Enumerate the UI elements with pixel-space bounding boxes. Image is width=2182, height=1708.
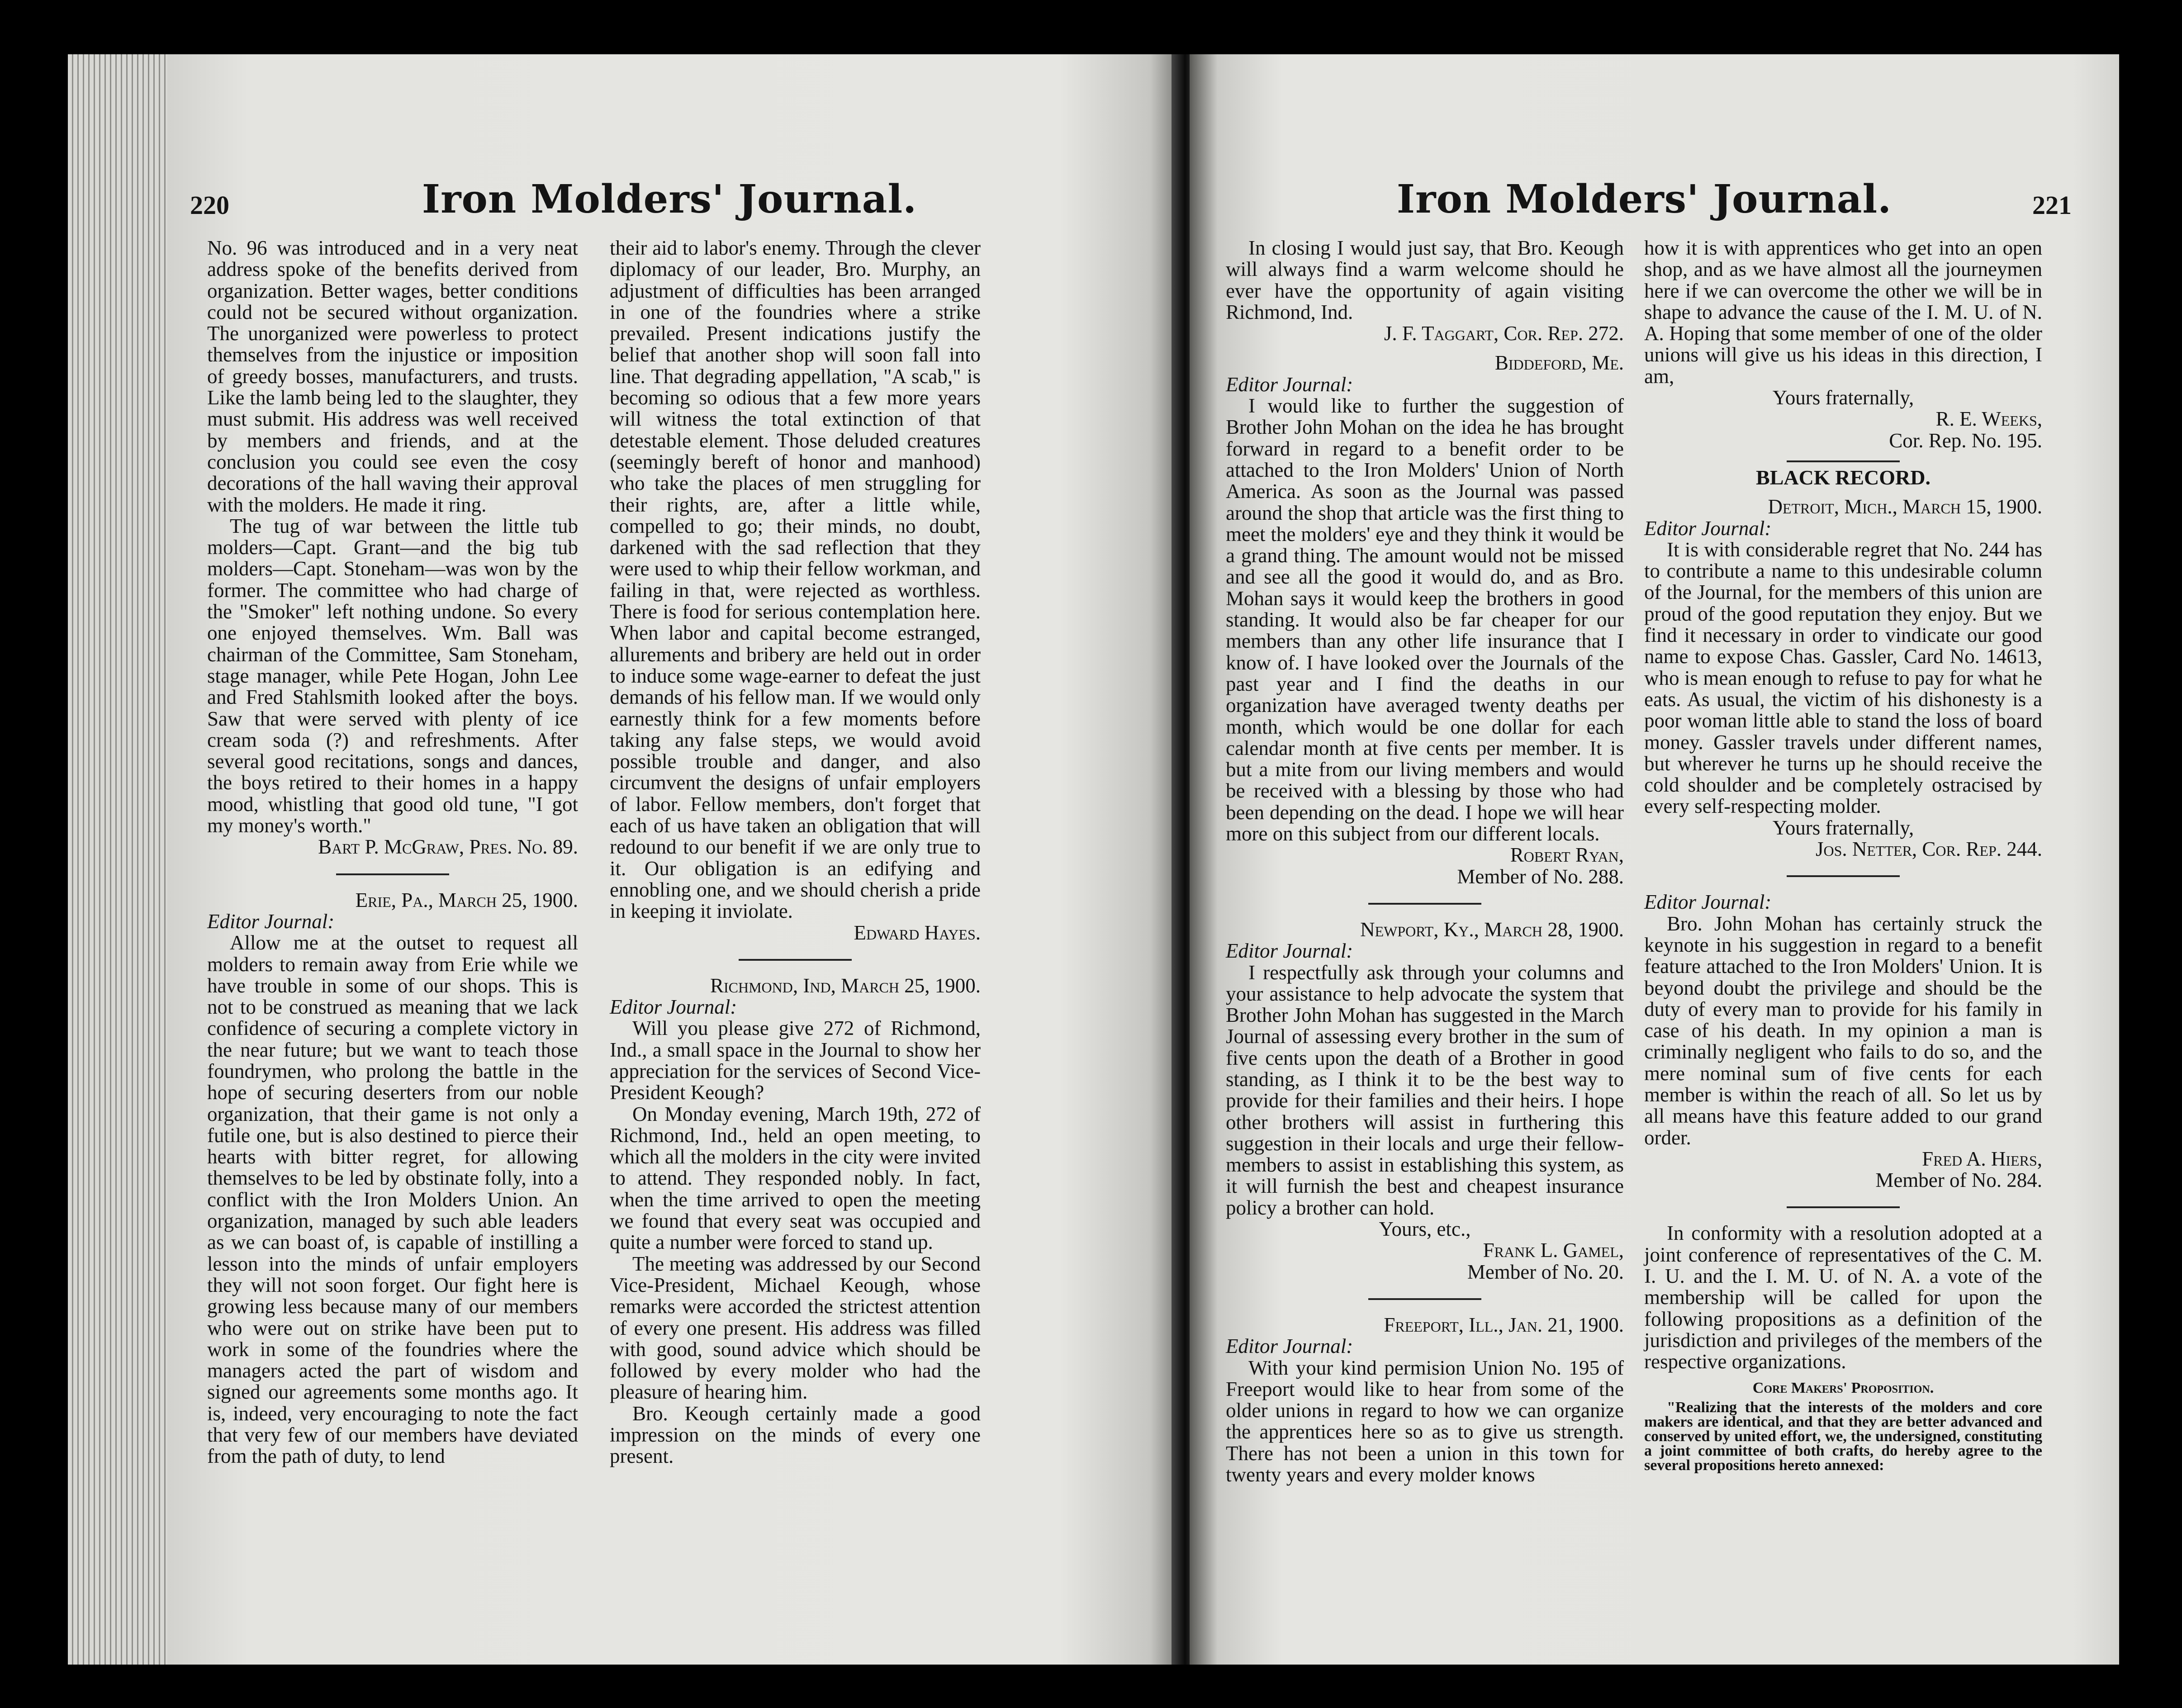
dateline: Newport, Ky., March 28, 1900. bbox=[1360, 918, 1624, 941]
paragraph: In closing I would just say, that Bro. Keough will always find a warm welcome should he ever have the opportunity of again visiting Richmond, Ind. bbox=[1226, 237, 1624, 323]
signature: Fred A. Hiers, bbox=[1922, 1147, 2042, 1170]
signature: R. E. Weeks, bbox=[1935, 408, 2042, 431]
paragraph: Allow me at the outset to request all molders to remain away from Erie while we have trouble in some of our shops. This is not to be construed as meaning that we lack confidence of securing a complete victory in the near future; but we want to teach those foundrymen, who prolong the battle in the hope of securing deserters from our noble organization, that their game is not only a futile one, but is also destined to pierce their hearts with bitter regret, for allowing themselves to be led by obstinate folly, into a conflict with the Iron Molders Union. An organization, managed by such able leaders as we can boast of, is capable of instilling a lesson into the minds of unfair employers they will not soon forget. Our fight here is growing less because many of our members who were out on strike have been put to work in some of the foundries where the managers acted the part of wisdom and signed our agreements some months ago. It is, indeed, very encouraging to note the fact that very few of our members have deviated from the path of duty, to lend bbox=[207, 931, 578, 1468]
left-column-1 bbox=[207, 237, 578, 1467]
dateline: Biddeford, Me. bbox=[1494, 351, 1624, 375]
signature: Edward Hayes. bbox=[854, 921, 981, 944]
right-page-header bbox=[1217, 176, 2072, 240]
right-column-2 bbox=[1644, 237, 2042, 1473]
section-heading: BLACK RECORD. bbox=[1756, 465, 1931, 489]
paragraph: Bro. Keough certainly made a good impression on the minds of every one present. bbox=[610, 1402, 981, 1468]
divider bbox=[1787, 875, 1900, 877]
dateline: Richmond, Ind, March 25, 1900. bbox=[710, 974, 981, 997]
dateline: Freeport, Ill., Jan. 21, 1900. bbox=[1384, 1313, 1624, 1336]
journal-title: Iron Molders' Journal. bbox=[422, 176, 917, 222]
signature: Member of No. 284. bbox=[1875, 1169, 2042, 1192]
paragraph: how it is with apprentices who get into an open shop, and as we have almost all the journeymen here if we can overcome the other we will be in shape to advance the cause of the I. M. U. of N. A. Hoping that some member of one of the older unions will give us his ideas in this direction, I am, bbox=[1644, 237, 2042, 388]
dateline: Erie, Pa., March 25, 1900. bbox=[355, 888, 578, 911]
salutation: Editor Journal: bbox=[1226, 373, 1353, 396]
closing: Yours fraternally, bbox=[1772, 816, 1914, 839]
left-page bbox=[167, 54, 1181, 1665]
signature: Frank L. Gamel, bbox=[1483, 1239, 1624, 1262]
divider bbox=[1368, 1298, 1481, 1300]
journal-title: Iron Molders' Journal. bbox=[1396, 176, 1892, 222]
signature: Bart P. McGraw, Pres. No. 89. bbox=[318, 835, 578, 859]
divider bbox=[1787, 460, 1900, 462]
page-number: 220 bbox=[190, 190, 229, 220]
left-column-2 bbox=[610, 237, 981, 1467]
paragraph: "Realizing that the interests of the molders and core makers are identical, and that they are better advanced and conserved by united effort, we, the undersigned, constituting a joint committee of both crafts, do hereby agree to the several propositions hereto annexed: bbox=[1644, 1399, 2042, 1474]
signature: J. F. Taggart, Cor. Rep. 272. bbox=[1384, 322, 1624, 345]
salutation: Editor Journal: bbox=[1644, 891, 1772, 914]
left-page-header bbox=[190, 176, 1149, 240]
divider bbox=[739, 959, 852, 961]
divider bbox=[336, 873, 449, 875]
divider bbox=[1787, 1206, 1900, 1208]
signature: Robert Ryan, bbox=[1510, 844, 1624, 867]
paragraph: On Monday evening, March 19th, 272 of Richmond, Ind., held an open meeting, to which all the molders in the city were invited to attend. They responded nobly. In fact, when the time arrived to open the meeting we found that every seat was occupied and quite a number were forced to stand up. bbox=[610, 1102, 981, 1254]
paragraph: I would like to further the suggestion of Brother John Mohan on the idea he has brought forward in regard to a benefit order to be attached to the Iron Molders' Union of North America. As soon as the Journal was passed around the shop that article was the first thing to meet the molders' eye and they think it would be a grand thing. The amount would not be missed and see all the good it would do, and as Bro. Mohan says it would keep the brothers in good standing. It would also be far cheaper for our members than any other life insurance that I know of. I have looked over the Journals of the past year and I find the deaths in our organization have averaged twenty deaths per month, which would be one dollar for each calendar month at five cents per member. It is but a mite from our living members and would be received with a blessing by those who had been depending on the dead. I hope we will hear more on this subject from our different locals. bbox=[1226, 394, 1624, 845]
salutation: Editor Journal: bbox=[207, 910, 335, 933]
right-column-1 bbox=[1226, 237, 1624, 1485]
open-book bbox=[68, 54, 2119, 1665]
paragraph: It is with considerable regret that No. 244 has to contribute a name to this undesirable column of the Journal, for the members of this union are proud of the good reputation they enjoy. But we find it necessary in order to vindicate our good name to expose Chas. Gassler, Card No. 14613, who is mean enough to refuse to pay for what he eats. As usual, the victim of his dishonesty is a poor woman little able to stand the loss of board money. Gassler travels under different names, but wherever he turns up he should receive the cold shoulder and be completely ostracised by every self-respecting molder. bbox=[1644, 538, 2042, 818]
paragraph: Will you please give 272 of Richmond, Ind., a small space in the Journal to show her appreciation for the services of Second Vice-President Keough? bbox=[610, 1017, 981, 1104]
page-edges bbox=[68, 54, 167, 1665]
salutation: Editor Journal: bbox=[1226, 939, 1353, 963]
paragraph: The meeting was addressed by our Second Vice-President, Michael Keough, whose remarks were accorded the strictest attention of every one present. His address was filled with good, sound advice which should be followed by every molder who had the pleasure of hearing him. bbox=[610, 1252, 981, 1404]
signature: Jos. Netter, Cor. Rep. 244. bbox=[1815, 838, 2042, 861]
dateline: Detroit, Mich., March 15, 1900. bbox=[1768, 495, 2042, 518]
paragraph: No. 96 was introduced and in a very neat address spoke of the benefits derived from organization. Better wages, better conditions could not be secured without organization. The unorganized were powerless to protect themselves from the injustice or imposition of greedy bosses, manufacturers, and trusts. Like the lamb being led to the slaughter, they must submit. His address was well received by members and friends, and at the conclusion you could see even the cosy decorations of the hall waving their approval with the molders. He made it ring. bbox=[207, 237, 578, 516]
paragraph: I respectfully ask through your columns and your assistance to help advocate the system that Brother John Mohan has suggested in the March Journal of assessing every brother in the sum of five cents upon the death of a Brother in good standing, as I think it to be the best way to provide for their families and their heirs. I hope other brothers will assist in furthering this suggestion in their locals and urge their fellow-members to assist in establishing this system, as it will furnish the best and cheapest insurance policy a brother can hold. bbox=[1226, 961, 1624, 1219]
divider bbox=[1368, 903, 1481, 905]
closing: Yours, etc., bbox=[1379, 1218, 1471, 1241]
right-page bbox=[1190, 54, 2119, 1665]
page-number: 221 bbox=[2032, 190, 2072, 220]
paragraph: In conformity with a resolution adopted at a joint conference of representatives of the C. M. I. U. and the I. M. U. of N. A. a vote of the membership will be called for upon the following propositions as a definition of the jurisdiction and privileges of the members of the respective organizations. bbox=[1644, 1222, 2042, 1373]
paragraph: The tug of war between the little tub molders—Capt. Grant—and the big tub molders—Capt. Stoneham—was won by the former. The committee who had charge of the "Smoker" left nothing undone. So every one enjoyed themselves. Wm. Ball was chairman of the Committee, Sam Stoneham, stage manager, while Pete Hogan, John Lee and Fred Stahlsmith looked after the boys. Saw that were served with plenty of ice cream soda (?) and refreshments. After several good recitations, songs and dances, the boys retired to their homes in a happy mood, whistling that good old tune, "I got my money's worth." bbox=[207, 514, 578, 837]
signature: Member of No. 20. bbox=[1467, 1260, 1624, 1283]
salutation: Editor Journal: bbox=[1644, 517, 1772, 540]
closing: Yours fraternally, bbox=[1772, 386, 1914, 409]
paragraph: their aid to labor's enemy. Through the clever diplomacy of our leader, Bro. Murphy, an adjustment of difficulties has been arranged in one of the foundries where a strike prevailed. Present indications justify the belief that another shop will soon fall into line. That degrading appellation, "A scab," is becoming so odious that a few more years will witness the total extinction of that detestable element. Those deluded creatures (seemingly bereft of honor and manhood) who take the places of men struggling for their rights, are, after a little while, compelled to go; their minds, no doubt, darkened with the sad reflection that they were used to whip their fellow workman, and failing in that, were rejected as worthless. There is food for serious contemplation here. When labor and capital become estranged, allurements and bribery are held out in order to induce some wage-earner to defeat the just demands of his fellow man. If we would only earnestly think for a few moments before taking any false steps, we would avoid possible trouble and danger, and also circumvent the designs of unfair employers of labor. Fellow members, don't forget that each of us have taken an obligation that will redound to our benefit if we are only true to it. Our obligation is an edifying and ennobling one, and we should cherish a pride in keeping it inviolate. bbox=[610, 237, 981, 923]
subheading: Core Makers' Proposition. bbox=[1752, 1379, 1934, 1396]
paragraph: With your kind permision Union No. 195 of Freeport would like to hear from some of the older unions in regard to how we can organize the apprentices here so as to give us strength. There has not been a union in this town for twenty years and every molder knows bbox=[1226, 1356, 1624, 1486]
signature: Member of No. 288. bbox=[1457, 865, 1624, 888]
signature: Cor. Rep. No. 195. bbox=[1889, 429, 2042, 452]
salutation: Editor Journal: bbox=[1226, 1335, 1353, 1358]
salutation: Editor Journal: bbox=[610, 996, 737, 1019]
paragraph: Bro. John Mohan has certainly struck the keynote in his suggestion in regard to a benefit feature attached to the Iron Molders' Union. It is beyond doubt the privilege and should be the duty of every man to provide for his family in case of his death. In my opinion a man is criminally negligent who fails to do so, and the mere nominal sum of five cents for each member is within the reach of all. So let us by all means have this feature added to our grand order. bbox=[1644, 912, 2042, 1149]
